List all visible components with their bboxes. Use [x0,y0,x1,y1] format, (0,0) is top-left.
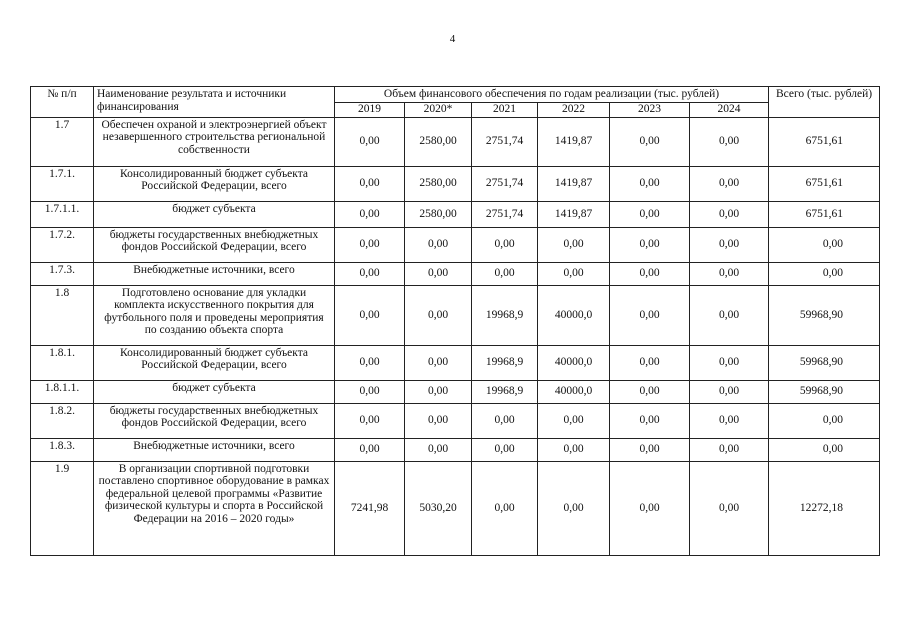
row-total: 59968,90 [769,285,880,345]
row-code: 1.7.3. [31,262,94,285]
row-code: 1.8.3. [31,438,94,461]
row-value: 0,00 [335,227,405,262]
row-value: 0,00 [538,227,610,262]
row-value: 0,00 [690,262,769,285]
row-value: 0,00 [335,438,405,461]
row-value: 0,00 [690,117,769,166]
row-value: 1419,87 [538,166,610,201]
row-total: 6751,61 [769,166,880,201]
row-code: 1.7.2. [31,227,94,262]
row-value: 0,00 [472,262,538,285]
row-code: 1.7.1.1. [31,201,94,227]
row-total: 0,00 [769,403,880,438]
row-value: 2580,00 [405,117,472,166]
row-value: 0,00 [405,380,472,403]
table-row [31,345,880,380]
row-value: 0,00 [690,285,769,345]
row-value: 40000,0 [538,345,610,380]
row-total: 0,00 [769,262,880,285]
row-total: 6751,61 [769,117,880,166]
row-name: Консолидированный бюджет субъекта Российской Федерации, всего [94,345,335,380]
row-total: 0,00 [769,227,880,262]
row-value: 0,00 [335,285,405,345]
row-value: 0,00 [610,345,690,380]
row-value: 0,00 [335,262,405,285]
row-total: 59968,90 [769,380,880,403]
row-name: бюджеты государственных внебюджетных фондов Российской Федерации, всего [94,227,335,262]
row-value: 1419,87 [538,201,610,227]
row-value: 2751,74 [472,117,538,166]
table-row [31,285,880,345]
row-value: 0,00 [472,438,538,461]
row-code: 1.8 [31,285,94,345]
page-number: 4 [449,33,456,45]
header-number: № п/п [31,87,94,118]
table-row [31,201,880,227]
row-value: 0,00 [690,345,769,380]
row-value: 0,00 [405,345,472,380]
table-row [31,403,880,438]
row-value: 0,00 [472,227,538,262]
row-value: 0,00 [610,438,690,461]
row-code: 1.7 [31,117,94,166]
row-value: 0,00 [405,403,472,438]
header-year: 2024 [690,102,769,117]
row-total: 0,00 [769,438,880,461]
row-name: Обеспечен охраной и электроэнергией объект незавершенного строительства региональной собственности [94,117,335,166]
row-code: 1.9 [31,461,94,555]
row-value: 40000,0 [538,285,610,345]
row-total: 59968,90 [769,345,880,380]
row-value: 2580,00 [405,201,472,227]
row-value: 0,00 [690,438,769,461]
row-value: 2580,00 [405,166,472,201]
row-value: 0,00 [610,201,690,227]
row-value: 0,00 [610,117,690,166]
row-value: 2751,74 [472,166,538,201]
row-value: 0,00 [405,262,472,285]
header-funding: Объем финансового обеспечения по годам реализации (тыс. рублей) [335,87,769,103]
header-year: 2023 [610,102,690,117]
row-value: 0,00 [538,461,610,555]
row-value: 5030,20 [405,461,472,555]
row-value: 40000,0 [538,380,610,403]
row-value: 0,00 [690,403,769,438]
row-value: 19968,9 [472,345,538,380]
row-value: 0,00 [610,380,690,403]
row-name: Консолидированный бюджет субъекта Российской Федерации, всего [94,166,335,201]
row-value: 0,00 [610,262,690,285]
row-total: 6751,61 [769,201,880,227]
row-name: Внебюджетные источники, всего [94,438,335,461]
table-row [31,380,880,403]
row-value: 0,00 [335,166,405,201]
row-value: 0,00 [690,461,769,555]
row-value: 0,00 [610,285,690,345]
row-name: Подготовлено основание для укладки комплекта искусственного покрытия для футбольного поля и проведены мероприятия по созданию объекта спорта [94,285,335,345]
table-header [31,87,880,118]
row-name: бюджет субъекта [94,201,335,227]
row-value: 0,00 [690,227,769,262]
row-code: 1.7.1. [31,166,94,201]
row-value: 1419,87 [538,117,610,166]
row-value: 19968,9 [472,380,538,403]
row-value: 0,00 [690,201,769,227]
row-value: 0,00 [472,461,538,555]
header-name: Наименование результата и источники финансирования [94,87,335,118]
funding-table [30,86,880,556]
row-name: бюджет субъекта [94,380,335,403]
row-value: 0,00 [405,227,472,262]
row-value: 0,00 [335,403,405,438]
row-code: 1.8.1. [31,345,94,380]
row-value: 0,00 [690,380,769,403]
row-value: 0,00 [610,403,690,438]
table-row [31,262,880,285]
row-name: В организации спортивной подготовки поставлено спортивное оборудование в рамках федеральной целевой программы «Развитие физической культуры и спорта в Российской Федерации на 2016 – 2020 годы» [94,461,335,555]
table-body [31,117,880,555]
row-value: 0,00 [405,438,472,461]
row-code: 1.8.1.1. [31,380,94,403]
header-year: 2021 [472,102,538,117]
table-row [31,227,880,262]
table-row [31,461,880,555]
row-value: 2751,74 [472,201,538,227]
row-value: 0,00 [610,166,690,201]
row-value: 7241,98 [335,461,405,555]
row-value: 0,00 [610,227,690,262]
row-value: 0,00 [610,461,690,555]
row-value: 0,00 [538,438,610,461]
row-name: Внебюджетные источники, всего [94,262,335,285]
header-total: Всего (тыс. рублей) [769,87,880,118]
row-value: 0,00 [538,262,610,285]
row-total: 12272,18 [769,461,880,555]
row-code: 1.8.2. [31,403,94,438]
table-row [31,166,880,201]
table-row [31,117,880,166]
header-year: 2019 [335,102,405,117]
row-value: 0,00 [538,403,610,438]
row-value: 19968,9 [472,285,538,345]
header-year: 2022 [538,102,610,117]
row-value: 0,00 [405,285,472,345]
row-value: 0,00 [335,117,405,166]
row-value: 0,00 [335,345,405,380]
table-row [31,438,880,461]
row-value: 0,00 [335,201,405,227]
header-year: 2020* [405,102,472,117]
row-value: 0,00 [472,403,538,438]
row-name: бюджеты государственных внебюджетных фондов Российской Федерации, всего [94,403,335,438]
row-value: 0,00 [690,166,769,201]
row-value: 0,00 [335,380,405,403]
